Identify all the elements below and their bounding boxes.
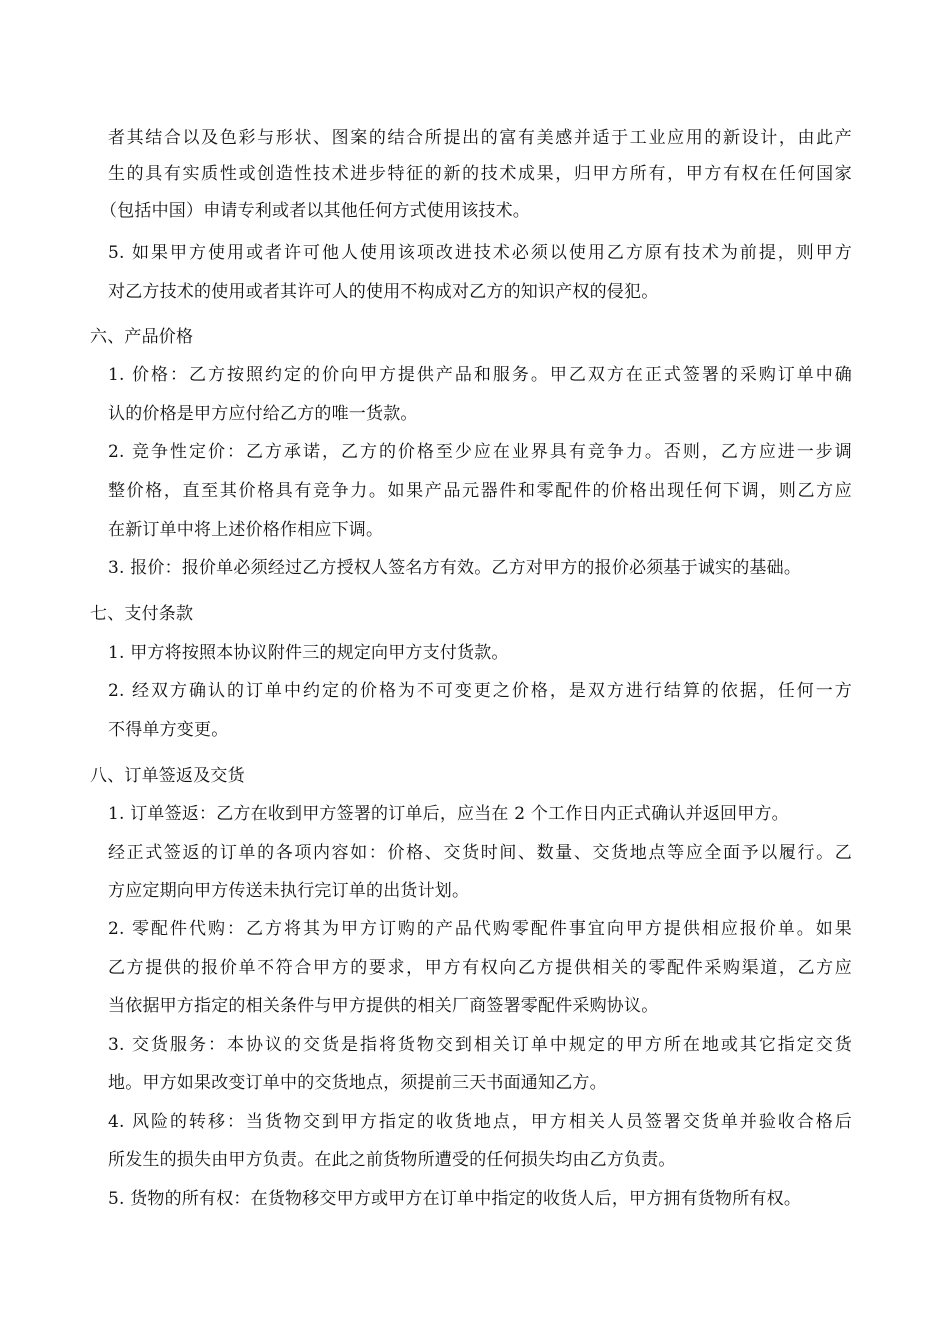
list-item-line: 5. 如果甲方使用或者许可他人使用该项改进技术必须以使用乙方原有技术为前提，则甲方 <box>108 243 852 263</box>
paragraph-line: 对乙方技术的使用或者其许可人的使用不构成对乙方的知识产权的侵犯。 <box>108 282 659 302</box>
list-item-line: 2. 零配件代购：乙方将其为甲方订购的产品代购零配件事宜向甲方提供相应报价单。如果 <box>108 919 852 939</box>
paragraph-line: 不得单方变更。 <box>108 720 229 740</box>
paragraph-line: 当依据甲方指定的相关条件与甲方提供的相关厂商签署零配件采购协议。 <box>108 996 659 1016</box>
paragraph-line: 整价格，直至其价格具有竞争力。如果产品元器件和零配件的价格出现任何下调，则乙方应 <box>108 481 852 501</box>
list-item-line: 1. 价格：乙方按照约定的价向甲方提供产品和服务。甲乙双方在正式签署的采购订单中确 <box>108 365 852 385</box>
paragraph-line: 所发生的损失由甲方负责。在此之前货物所遭受的任何损失均由乙方负责。 <box>108 1150 676 1170</box>
list-item-line: 5. 货物的所有权：在货物移交甲方或甲方在订单中指定的收货人后，甲方拥有货物所有权。 <box>108 1189 802 1209</box>
paragraph-line: （包括中国）申请专利或者以其他任何方式使用该技术。 <box>100 201 530 221</box>
paragraph-line: 经正式签返的订单的各项内容如：价格、交货时间、数量、交货地点等应全面予以履行。乙 <box>108 843 852 863</box>
list-item-line: 2. 竞争性定价：乙方承诺，乙方的价格至少应在业界具有竞争力。否则，乙方应进一步调 <box>108 442 852 462</box>
list-item-line: 1. 订单签返：乙方在收到甲方签署的订单后，应当在 2 个工作日内正式确认并返回甲方。 <box>108 804 789 824</box>
paragraph-line: 地。甲方如果改变订单中的交货地点，须提前三天书面通知乙方。 <box>108 1073 607 1093</box>
paragraph-line: 生的具有实质性或创造性技术进步特征的新的技术成果，归甲方所有，甲方有权在任何国家 <box>108 164 852 184</box>
list-item-line: 3. 报价：报价单必须经过乙方授权人签名方有效。乙方对甲方的报价必须基于诚实的基础。 <box>108 558 802 578</box>
section-heading: 六、产品价格 <box>90 327 194 347</box>
paragraph-line: 乙方提供的报价单不符合甲方的要求，甲方有权向乙方提供相关的零配件采购渠道，乙方应 <box>108 958 852 978</box>
list-item-line: 1. 甲方将按照本协议附件三的规定向甲方支付货款。 <box>108 643 509 663</box>
list-item-line: 2. 经双方确认的订单中约定的价格为不可变更之价格，是双方进行结算的依据，任何一方 <box>108 681 852 701</box>
paragraph-line: 者其结合以及色彩与形状、图案的结合所提出的富有美感并适于工业应用的新设计，由此产 <box>108 128 852 148</box>
section-heading: 七、支付条款 <box>90 604 194 624</box>
section-heading: 八、订单签返及交货 <box>90 766 245 786</box>
paragraph-line: 方应定期向甲方传送未执行完订单的出货计划。 <box>108 881 470 901</box>
list-item-line: 4. 风险的转移：当货物交到甲方指定的收货地点，甲方相关人员签署交货单并验收合格后 <box>108 1112 852 1132</box>
list-item-line: 3. 交货服务：本协议的交货是指将货物交到相关订单中规定的甲方所在地或其它指定交货 <box>108 1035 852 1055</box>
paragraph-line: 认的价格是甲方应付给乙方的唯一货款。 <box>108 404 418 424</box>
paragraph-line: 在新订单中将上述价格作相应下调。 <box>108 520 384 540</box>
